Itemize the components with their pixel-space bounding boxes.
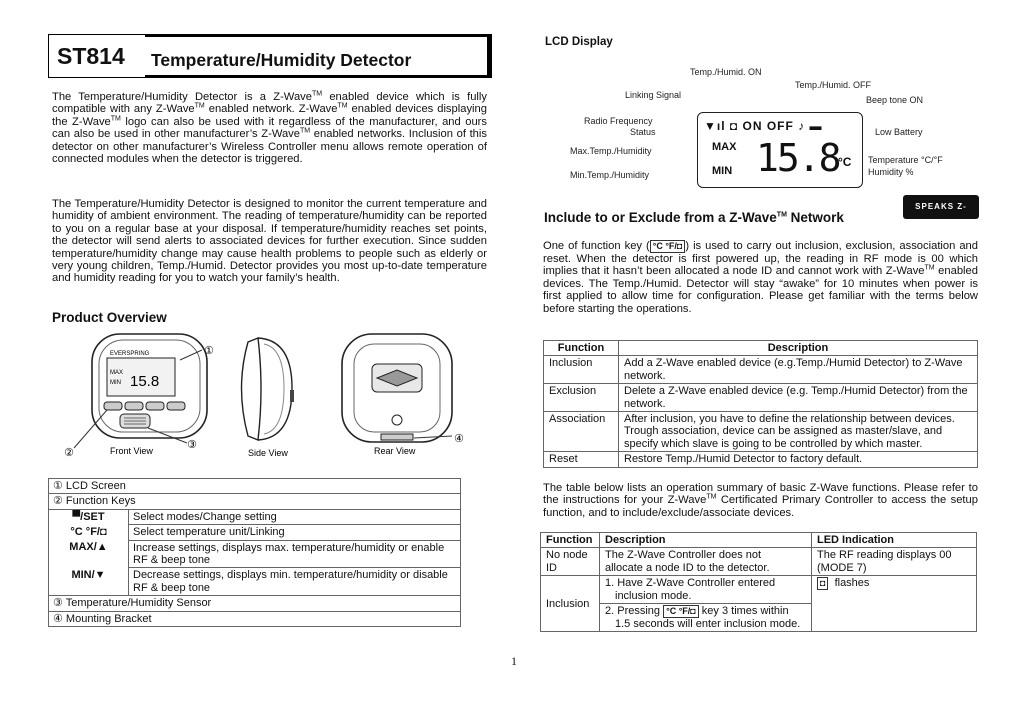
lcd-max: MAX <box>712 141 737 153</box>
key-max: MAX/▲ <box>49 540 129 568</box>
product-overview-heading: Product Overview <box>52 310 167 325</box>
label-temp-off: Temp./Humid. OFF <box>795 80 872 90</box>
key-unit-link: °C °F/◘ <box>49 525 129 540</box>
svg-text:Side View: Side View <box>248 448 288 458</box>
include-heading: Include to or Exclude from a Z-Wave™ Network <box>544 210 844 225</box>
battery-icon: ▬ <box>809 119 823 133</box>
table-row: Inclusion 1. Have Z-Wave Controller entered inclusion mode. 2. Pressing °C °F/◘ key 3 times within 1.5 seconds will enter inclusion mode. ◘ flashes <box>541 576 977 632</box>
label-low-battery: Low Battery <box>875 127 923 137</box>
table-row: Reset Restore Temp./Humid Detector to factory default. <box>544 452 978 467</box>
label-temp-on: Temp./Humid. ON <box>690 67 762 77</box>
page-number: 1 <box>511 654 517 668</box>
legend-lcd: ① LCD Screen <box>49 479 461 494</box>
table-row: No node ID The Z-Wave Controller does not allocate a node ID to the detector. The RF reading displays 00 (MODE 7) <box>541 548 977 576</box>
svg-text:Front View: Front View <box>110 446 153 456</box>
legend-function-keys: ② Function Keys <box>49 494 461 509</box>
summary-paragraph: The table below lists an operation summary of basic Z-Wave functions. Please refer to the instructions for your Z-Wave™ Certificated Primary Controller to access the setup function, and to include/exclude/associate devices. <box>543 482 978 519</box>
lcd-display-heading: LCD Display <box>545 36 613 48</box>
key-min-desc: Decrease settings, displays min. temperature/humidity or disable RF & beep tone <box>129 568 461 596</box>
key-min: MIN/▼ <box>49 568 129 596</box>
label-linking-signal: Linking Signal <box>625 90 682 100</box>
label-temperature-unit: Temperature °C/°F <box>868 155 943 165</box>
svg-text:③: ③ <box>187 438 197 451</box>
svg-text:Rear View: Rear View <box>374 446 416 456</box>
lcd-top-icons: ▼ıl ◘ ON OFF ♪ ▬ <box>704 119 823 133</box>
front-view-drawing <box>92 334 207 438</box>
table-row: Inclusion Add a Z-Wave enabled device (e.g.Temp./Humid Detector) to Z-Wave network. <box>544 356 978 384</box>
lcd-min: MIN <box>712 165 733 177</box>
speaks-zwave-badge: SPEAKS Z-WAVE <box>903 195 979 219</box>
svg-text:MIN: MIN <box>110 380 121 386</box>
svg-text:①: ① <box>204 344 214 357</box>
title-box <box>48 34 492 78</box>
label-min-temp: Min.Temp./Humidity <box>570 170 650 180</box>
svg-text:④: ④ <box>454 432 464 445</box>
side-view-drawing <box>242 338 295 440</box>
model-number: ST814 <box>57 43 125 69</box>
legend-sensor: ③ Temperature/Humidity Sensor <box>49 596 461 611</box>
intro-paragraph-1: The Temperature/Humidity Detector is a Z-Wave™ enabled device which is fully compatible with any Z-Wave™ enabled network. Z-Wave™ enabled devices displaying the Z-Wave™ logo can also be used with it regardless of the manufacturer, and ours can also be used in other manufacturer’s Z-Wave™ enabled networks. Inclusion of this detector on other manufacturer’s Wireless Controller menu allows remote operation of connected modules when the detector is triggered. <box>52 90 487 166</box>
label-rf: Radio Frequency <box>584 116 653 126</box>
title-bar <box>145 35 491 77</box>
svg-text:②: ② <box>64 446 74 459</box>
key-set-desc: Select modes/Change setting <box>129 509 461 524</box>
lcd-screen <box>697 112 863 188</box>
lcd-value: 15.8 <box>756 136 840 180</box>
intro-paragraph-2: The Temperature/Humidity Detector is designed to monitor the current temperature and humidity of ambient environment. The reading of temperature/humidity can be reported to you on a regular base at your disposal. If temperature/humidity reaches set points, the detector will send alerts to associated devices for further execution. Since sudden temperature/humidity change may cause health problems to people such as elderly or very young children, Temp./Humid. Detector provides you most up-to-date temperature and humidity reading for you to watch your family’s health. <box>52 198 487 285</box>
key-max-desc: Increase settings, displays max. temperature/humidity or enable RF & beep tone <box>129 540 461 568</box>
legend-bracket: ④ Mounting Bracket <box>49 611 461 626</box>
product-views-figure <box>52 330 472 462</box>
antenna-icon: ▼ıl <box>704 119 726 133</box>
label-max-temp: Max.Temp./Humidity <box>570 146 652 156</box>
lcd-unit: °C <box>838 155 852 169</box>
label-beep-tone: Beep tone ON <box>866 95 924 105</box>
table-row: Association After inclusion, you have to define the relationship between devices. Trough association, device can be assigned as master/slave, and specify which slave is going to be controlled by which master. <box>544 412 978 452</box>
key-unit-link-desc: Select temperature unit/Linking <box>129 525 461 540</box>
function-table: Function Description Inclusion Add a Z-Wave enabled device (e.g.Temp./Humid Detector) to Z-Wave network. Exclusion Delete a Z-Wave enabled device (e.g. Temp./Humid Detector) from the network. Association After inclusion, you have to define the relationship between devices. Trough association, device can be assigned as master/slave, and specify which slave is going to be controlled by which master. Reset Restore Temp./Humid Detector to factory default. <box>543 340 978 468</box>
unit-link-key-icon: °C °F/◘ <box>663 605 699 618</box>
document-title: Temperature/Humidity Detector <box>145 37 487 75</box>
product-legend-table <box>48 478 461 627</box>
svg-text:EVERSPRING: EVERSPRING <box>110 351 150 357</box>
include-paragraph: One of function key ( °C °F/◘ ) is used to carry out inclusion, exclusion, association and reset. When the detector is first powered up, the reading in RF mode is 00 which implies that it hasn’t been allocated a node ID and cannot work with Z-Wave™ enabled devices. The Temp./Humid. Detector will stay “awake” for 10 minutes when power is first applied to allow time for configuration. Please get familiar with the terms below before starting the operations. <box>543 240 978 315</box>
rear-view-drawing <box>342 334 452 442</box>
svg-text:15.8: 15.8 <box>130 373 160 390</box>
label-humidity: Humidity % <box>868 167 914 177</box>
unit-link-key-icon: °C °F/◘ <box>650 240 686 253</box>
bell-icon: ♪ <box>798 119 806 133</box>
key-set: ▀/SET <box>49 509 129 524</box>
table-row: Exclusion Delete a Z-Wave enabled device (e.g. Temp./Humid Detector) from the network. <box>544 384 978 412</box>
link-icon: ◘ <box>729 119 739 133</box>
svg-text:MAX: MAX <box>110 370 124 376</box>
operation-table: Function Description LED Indication No node ID The Z-Wave Controller does not allocate a node ID to the detector. The RF reading displays 00 (MODE 7) Inclusion 1. Have Z-Wave Controller entered inclusion mode. 2. Pressing °C °F/◘ key 3 times within 1.5 seconds will enter inclusion mode. ◘ flashes <box>540 532 977 632</box>
link-icon: ◘ <box>817 577 828 590</box>
label-rf-status: Status <box>630 127 656 137</box>
